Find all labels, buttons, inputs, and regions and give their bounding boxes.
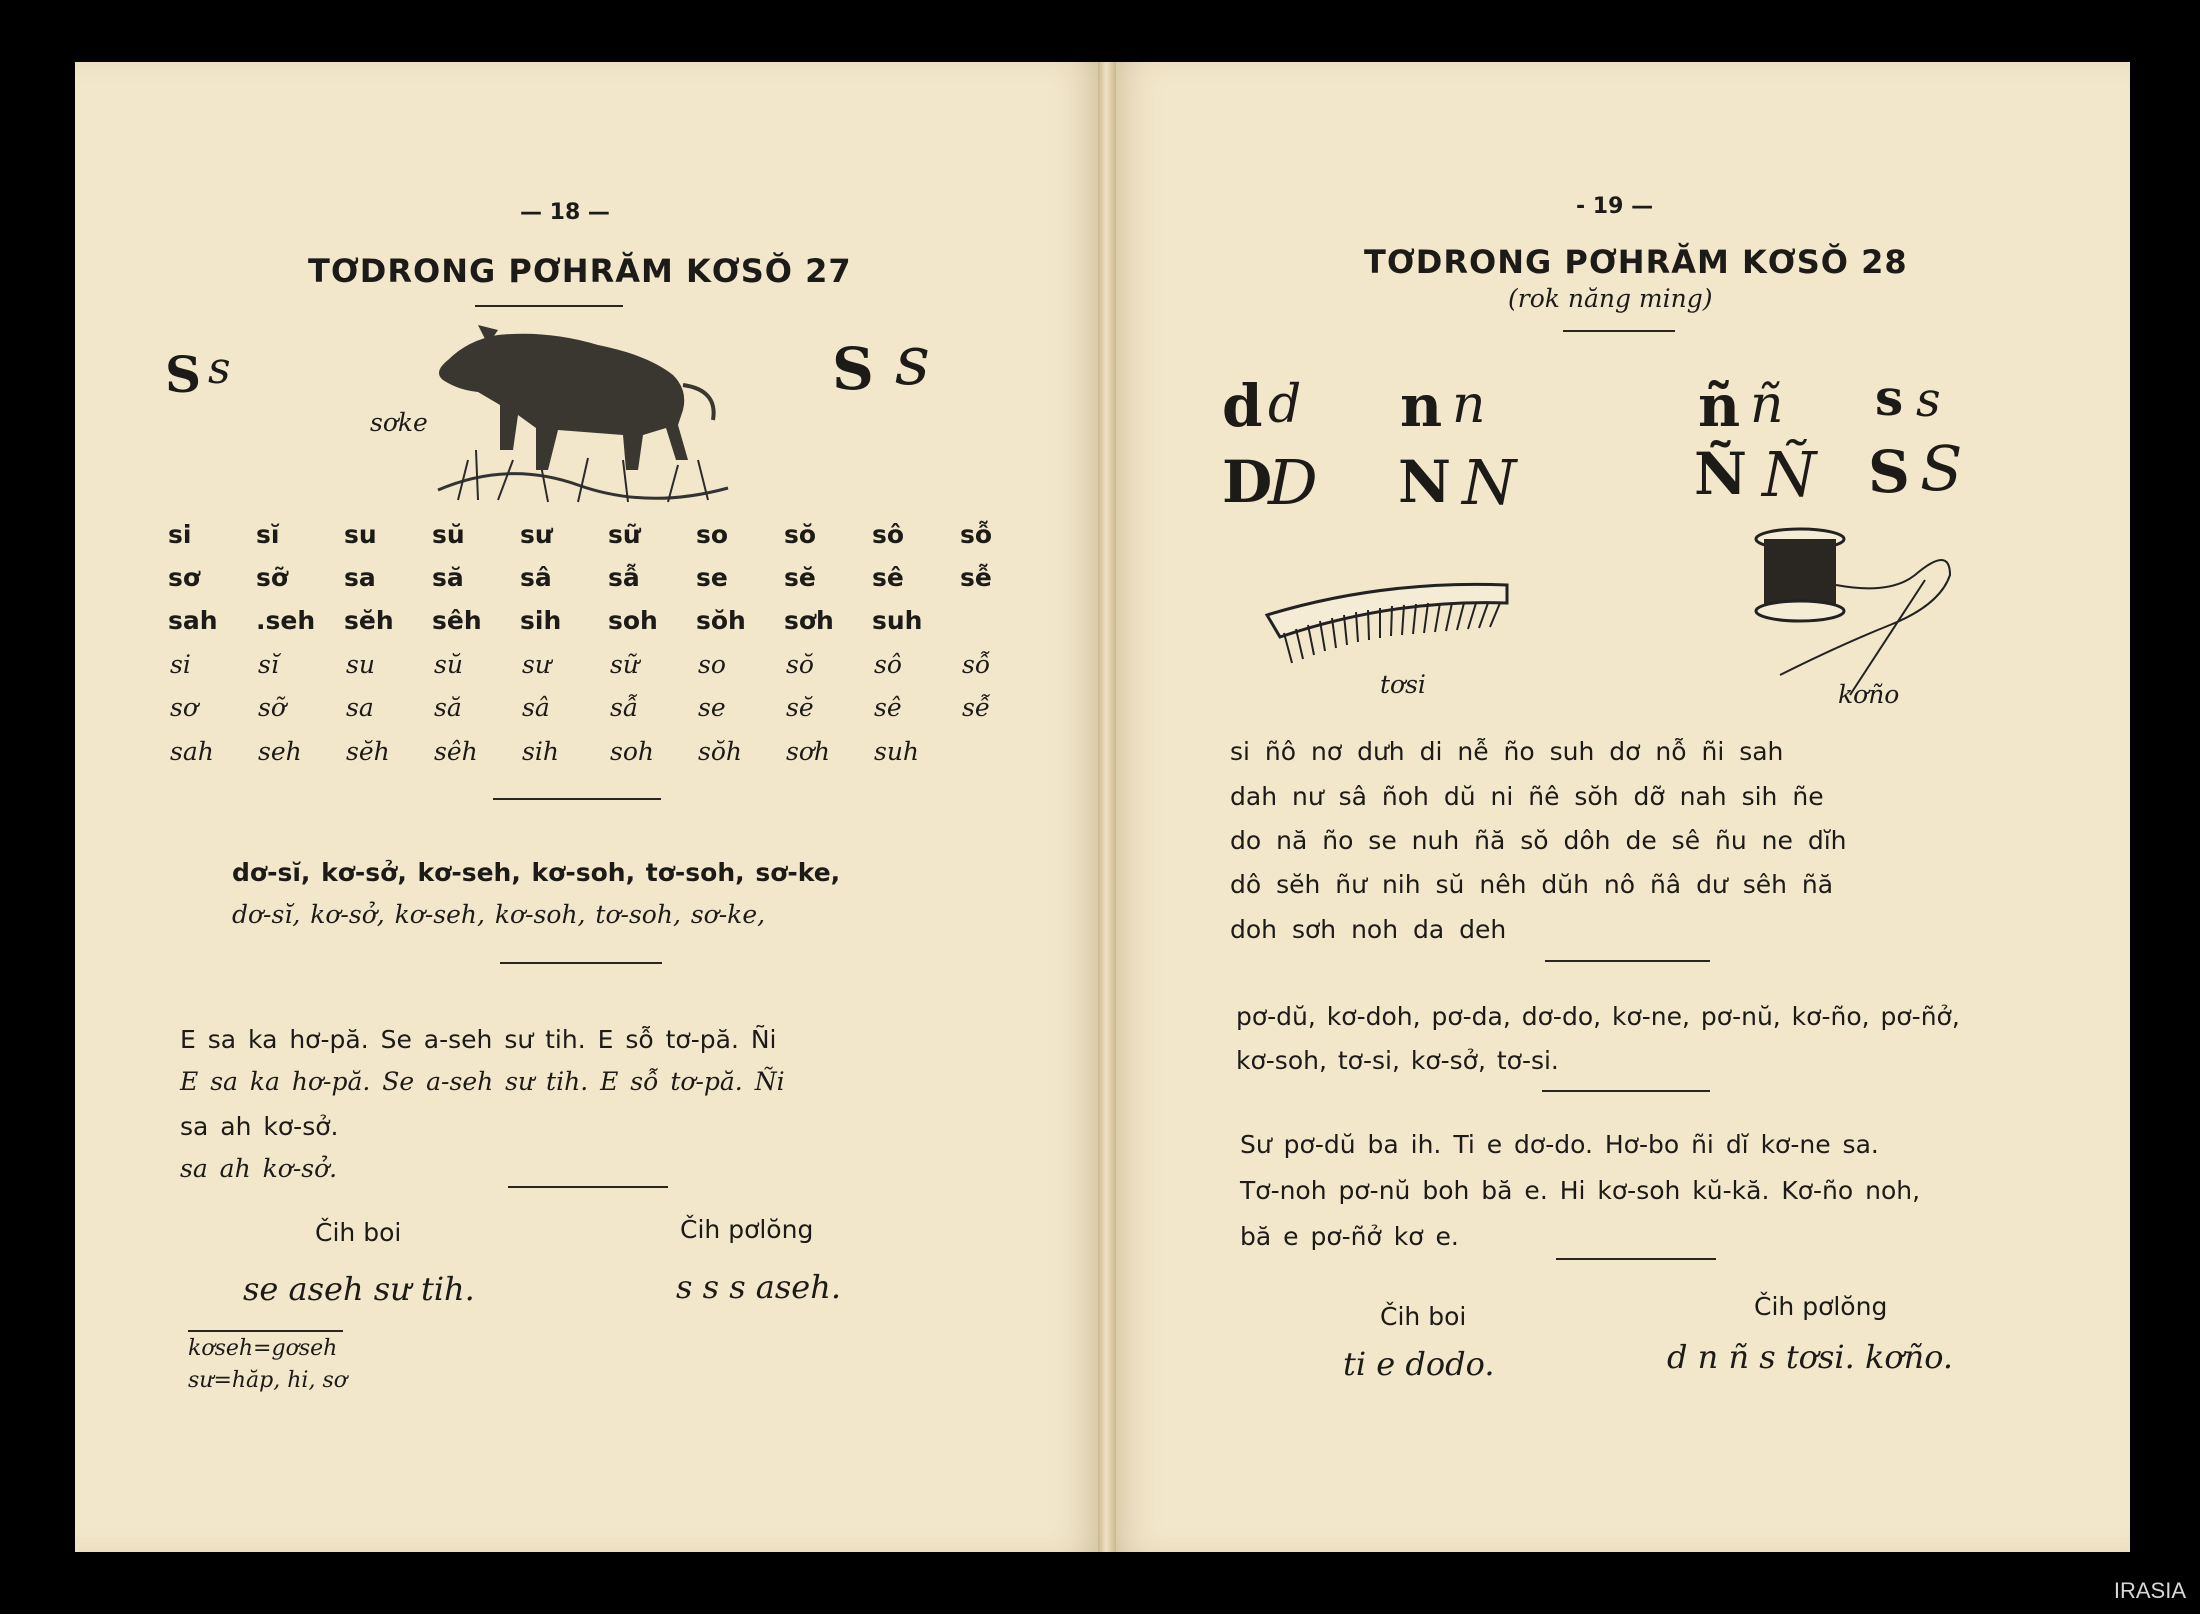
letter-nh-print: ñ (1698, 372, 1741, 440)
thread-spool-illustration (1740, 525, 1960, 700)
words-line-1: pơ-dŭ, kơ-doh, pơ-da, dơ-do, kơ-ne, pơ-nŭ, kơ-ño, pơ-ñở, (1236, 1002, 1960, 1031)
syllable-row-bold-1 (168, 520, 1068, 549)
letter-s-print: s (1875, 368, 1904, 427)
syllable: sa (346, 693, 374, 722)
syllable: sĕ (784, 563, 816, 592)
letter-nh-script: ñ (1750, 375, 1784, 435)
letter-S-print: S (1868, 438, 1910, 506)
syllable: .seh (256, 606, 316, 635)
syllable-row-italic-3 (170, 737, 1070, 766)
comb-caption: tơsi (1380, 670, 1426, 699)
syllable: sa (344, 563, 376, 592)
syllable: so (698, 650, 726, 679)
words-line-2: kơ-soh, tơ-si, kơ-sở, tơ-si. (1236, 1046, 1559, 1075)
syllable: sỡ (256, 563, 289, 592)
letter-script-upper: s (895, 322, 930, 401)
syllable: sŏh (698, 737, 742, 766)
letter-N-script: N (1462, 446, 1517, 519)
syllable: sơ (168, 563, 201, 592)
syllable: sah (170, 737, 214, 766)
syllable: sỗ (960, 520, 993, 549)
section-divider (1542, 1090, 1710, 1092)
syllable: sâ (522, 693, 550, 722)
irasia-watermark: IRASIA (2113, 1578, 2186, 1603)
footnote-2: sư=hăp, hi, sơ (188, 1368, 347, 1393)
syllable: su (346, 650, 375, 679)
syllable: sô (872, 520, 905, 549)
letter-n-print: n (1400, 372, 1443, 440)
syllable: sê (872, 563, 904, 592)
reading-line-2: dah nư sâ ñoh dŭ ni ñê sŏh dỡ nah sih ñe (1230, 782, 1824, 811)
note-divider (188, 1330, 343, 1332)
book-spine (1098, 62, 1116, 1552)
cih-boi-label: Čih boi (1380, 1302, 1467, 1331)
syllable: so (696, 520, 729, 549)
reading-line-4: dô sĕh ñư nih sŭ nêh dŭh nô ñâ dư sêh ñă (1230, 870, 1834, 899)
letter-print-upper: S (165, 345, 202, 404)
syllable-row-italic-2 (170, 693, 1070, 722)
syllable-row-bold-2 (168, 563, 1068, 592)
syllable: soh (610, 737, 654, 766)
syllable: să (432, 563, 464, 592)
letter-NH-print: Ñ (1694, 440, 1748, 508)
sentence-line-1: E sa ka hơ-pă. Se a-seh sư tih. E sỗ tơ-pă. Ñi (180, 1025, 777, 1054)
letter-S-script: S (1920, 432, 1963, 505)
syllable: sŏ (786, 650, 814, 679)
syllable: sâ (520, 563, 552, 592)
title-divider (475, 305, 623, 307)
syllable: sêh (434, 737, 478, 766)
syllable: sê (874, 693, 902, 722)
reading-line-5: doh sơh noh da deh (1230, 915, 1507, 944)
footnote-1: kơseh=gơseh (188, 1336, 338, 1361)
section-divider (493, 798, 661, 800)
section-divider (508, 1186, 668, 1188)
syllable: sĕ (786, 693, 814, 722)
syllable: se (698, 693, 726, 722)
right-lesson-subtitle: (rok năng ming) (1508, 284, 1713, 313)
syllable: seh (258, 737, 302, 766)
syllable: sŭ (432, 520, 465, 549)
syllable: să (434, 693, 462, 722)
letter-d-script: d (1268, 375, 1302, 435)
letter-N-print: N (1398, 448, 1452, 516)
syllable: sư (522, 650, 551, 679)
words-bold: dơ-sĭ, kơ-sở, kơ-seh, kơ-soh, tơ-soh, sơ-ke, (232, 858, 841, 887)
syllable: sễ (960, 563, 992, 592)
comb-illustration (1262, 575, 1512, 670)
left-page-number: — 18 — (520, 200, 610, 225)
syllable: sŭ (434, 650, 463, 679)
sentence-line-3: bă e pơ-ñở kơ e. (1240, 1222, 1459, 1251)
section-divider (500, 962, 662, 964)
syllable: sỗ (962, 650, 991, 679)
sentence-line-1: Sư pơ-dŭ ba ih. Ti e dơ-do. Hơ-bo ñi dĭ kơ-ne sa. (1240, 1130, 1879, 1159)
syllable: se (696, 563, 728, 592)
section-divider (1545, 960, 1710, 962)
cih-polong-label: Čih pơlŏng (1754, 1292, 1888, 1321)
section-divider (1556, 1258, 1716, 1260)
syllable: sah (168, 606, 218, 635)
handwriting-polong: s s s aseh. (676, 1268, 841, 1306)
syllable: sĕh (344, 606, 394, 635)
handwriting-boi: ti e dodo. (1343, 1345, 1495, 1383)
syllable: sêh (432, 606, 482, 635)
sentence-line-2: sa ah kơ-sở. (180, 1112, 339, 1141)
sentence-line-2: Tơ-noh pơ-nŭ boh bă e. Hi kơ-soh kŭ-kă. Kơ-ño noh, (1240, 1176, 1921, 1205)
syllable: sŏ (784, 520, 817, 549)
right-page-number: - 19 — (1576, 194, 1654, 219)
syllable: sĭ (258, 650, 279, 679)
letter-script-lower: s (208, 343, 231, 394)
syllable: sih (520, 606, 562, 635)
boar-caption: sơke (370, 408, 428, 437)
syllable: sơh (786, 737, 830, 766)
cih-polong-label: Čih pơlŏng (680, 1215, 814, 1244)
letter-d-print: d (1222, 372, 1263, 440)
right-lesson-title: TƠDRONG PƠHRĂM KƠSŎ 28 (1364, 243, 1908, 281)
reading-line-3: do nă ño se nuh ñă sŏ dôh de sê ñu ne dĭh (1230, 826, 1847, 855)
cih-boi-label: Čih boi (315, 1218, 402, 1247)
syllable: su (344, 520, 377, 549)
letter-NH-script: Ñ (1762, 438, 1817, 511)
syllable-row-italic-1 (170, 650, 1070, 679)
syllable-row-bold-3 (168, 606, 1068, 635)
syllable: suh (872, 606, 923, 635)
spool-caption: kơño (1838, 680, 1900, 709)
letter-s-script: s (1916, 372, 1941, 428)
words-italic: dơ-sĭ, kơ-sở, kơ-seh, kơ-soh, tơ-soh, sơ-ke, (232, 900, 766, 929)
syllable: sẫ (608, 563, 640, 592)
syllable: sễ (962, 693, 991, 722)
syllable: soh (608, 606, 658, 635)
syllable: sữ (610, 650, 639, 679)
syllable: sĭ (256, 520, 280, 549)
sentence-italic-line-2: sa ah kơ-sở. (180, 1154, 338, 1183)
sentence-italic-line-1: E sa ka hơ-pă. Se a-seh sư tih. E sỗ tơ-pă. Ñi (180, 1067, 785, 1096)
letter-n-script: n (1452, 375, 1486, 435)
syllable: sơ (170, 693, 198, 722)
left-lesson-title: TƠDRONG PƠHRĂM KƠSŎ 27 (308, 252, 852, 290)
syllable: sô (874, 650, 902, 679)
syllable: sih (522, 737, 559, 766)
syllable: sẫ (610, 693, 639, 722)
syllable: suh (874, 737, 920, 766)
reading-line-1: si ñô nơ dưh di nễ ño suh dơ nỗ ñi sah (1230, 737, 1784, 766)
handwriting-boi: se aseh sư tih. (243, 1270, 475, 1308)
syllable: sư (520, 520, 553, 549)
syllable: si (170, 650, 191, 679)
letter-print-upper-right: S (832, 335, 874, 403)
syllable: si (168, 520, 192, 549)
syllable: sŏh (696, 606, 746, 635)
syllable: sĕh (346, 737, 390, 766)
wild-boar-illustration (428, 310, 733, 510)
letter-D-script: D (1268, 446, 1318, 519)
syllable: sơh (784, 606, 834, 635)
handwriting-polong: d n ñ s tơsi. kơño. (1667, 1338, 1954, 1376)
syllable: sỡ (258, 693, 286, 722)
title-divider (1563, 330, 1675, 332)
letter-D-print: D (1222, 448, 1273, 516)
syllable: sữ (608, 520, 641, 549)
